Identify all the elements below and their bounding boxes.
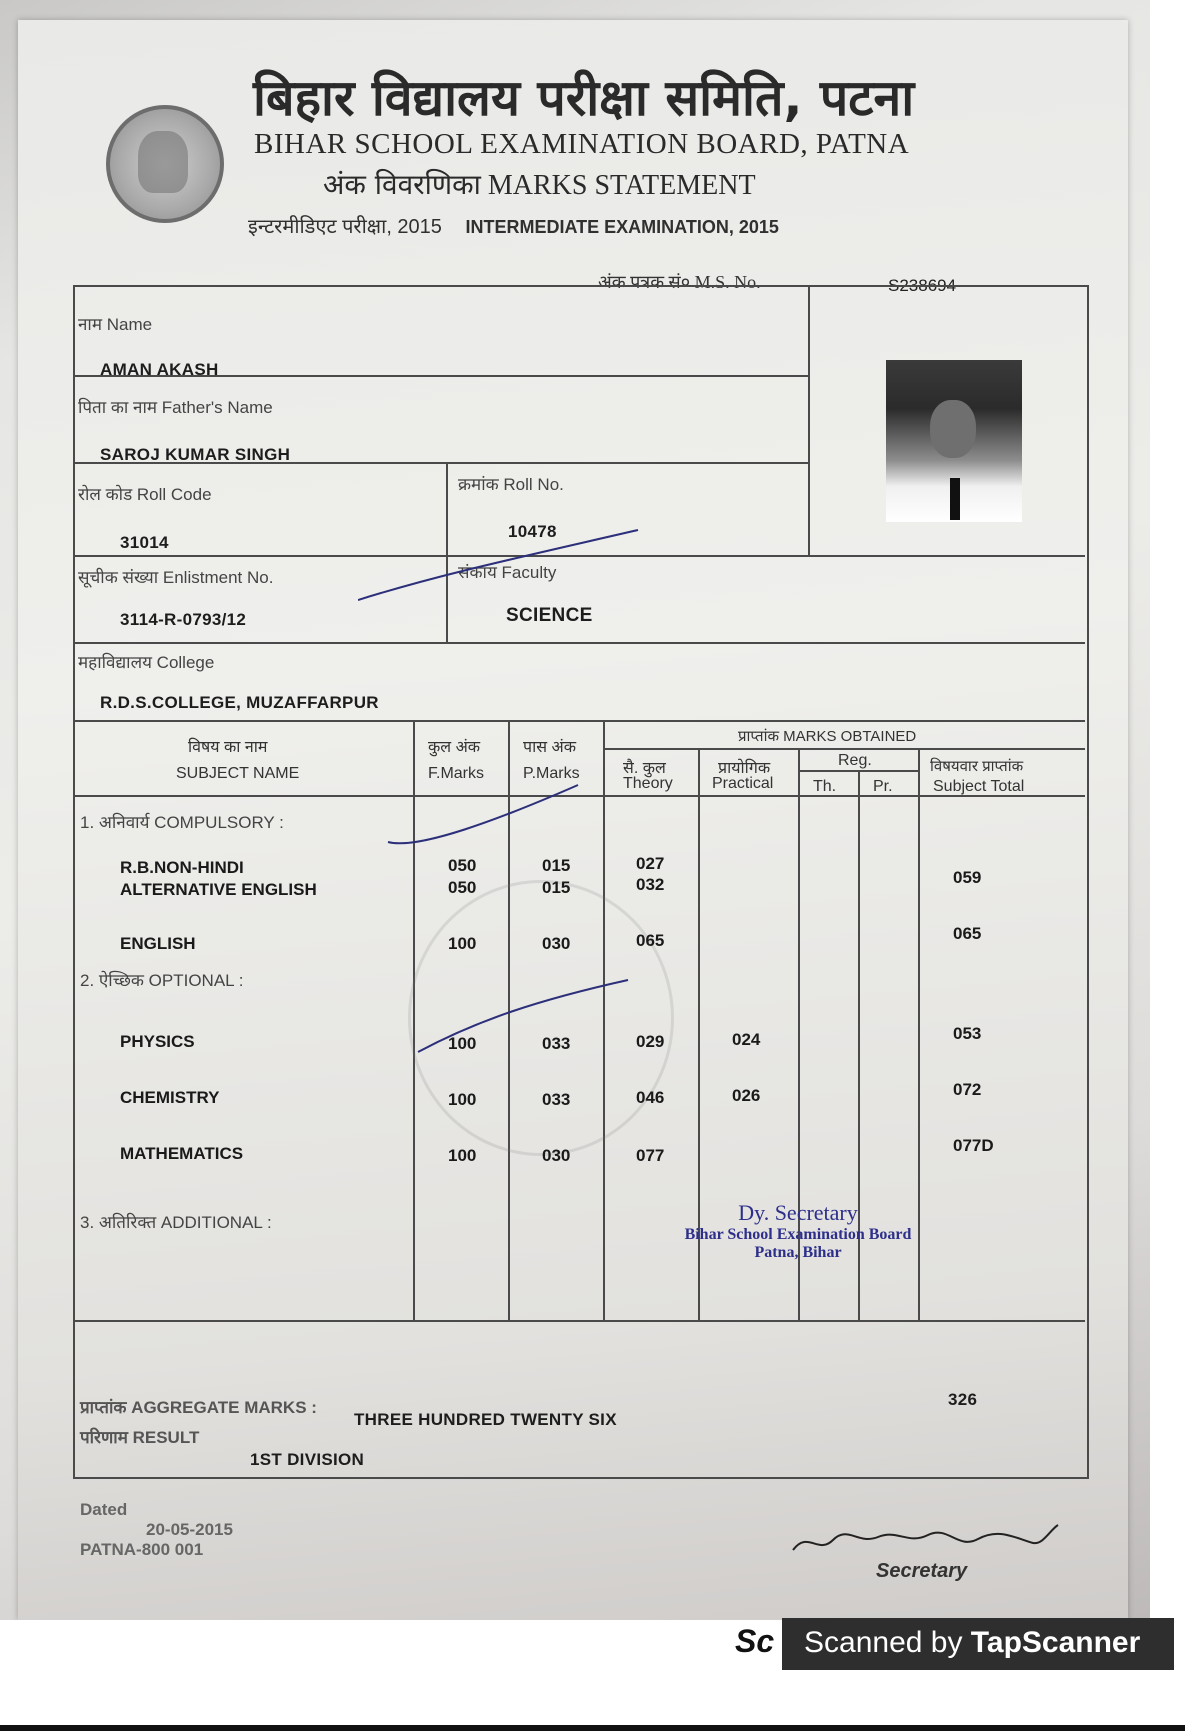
reg-th-header: Th. xyxy=(813,778,837,795)
section-compulsory: 1. अनिवार्य COMPULSORY : xyxy=(80,813,284,832)
section-optional: 2. ऐच्छिक OPTIONAL : xyxy=(80,971,244,990)
stamp-line-3: Patna, Bihar xyxy=(754,1244,842,1261)
subtitle-hindi: अंक विवरणिका xyxy=(323,168,481,201)
fmarks-value: 050 xyxy=(448,878,477,897)
subject-name: PHYSICS xyxy=(120,1032,195,1051)
faculty-value: SCIENCE xyxy=(506,605,593,626)
ms-no-value: S238694 xyxy=(888,276,957,295)
student-photo xyxy=(886,360,1022,522)
scanner-prefix: Sc xyxy=(735,1623,775,1659)
pmarks-value: 030 xyxy=(542,934,571,953)
secretary-signature xyxy=(788,1515,1068,1565)
reg-pr-header: Pr. xyxy=(873,778,893,795)
father-value: SAROJ KUMAR SINGH xyxy=(100,445,291,464)
subject-total-value: 053 xyxy=(953,1024,982,1043)
subject-header-hindi: विषय का नाम xyxy=(188,739,268,756)
faculty-label: संकाय Faculty xyxy=(458,563,557,582)
name-label: नाम Name xyxy=(78,315,153,334)
pmarks-header-hindi: पास अंक xyxy=(523,739,577,756)
reg-header-line xyxy=(798,770,918,772)
section-additional: 3. अतिरिक्त ADDITIONAL : xyxy=(80,1213,272,1232)
father-label: पिता का नाम Father's Name xyxy=(78,398,273,417)
practical-value: 026 xyxy=(732,1086,761,1105)
pen-marks xyxy=(358,520,678,1080)
theory-header-hindi: सै. कुल xyxy=(623,760,666,777)
subject-name: CHEMISTRY xyxy=(120,1088,220,1107)
roll-no-label: क्रमांक Roll No. xyxy=(458,475,564,494)
theory-value: 029 xyxy=(636,1032,665,1051)
practical-header-hindi: प्रायोगिक xyxy=(718,760,771,777)
marks-statement-sheet xyxy=(18,20,1128,1620)
theory-value: 032 xyxy=(636,875,665,894)
table-body-bottom xyxy=(73,1320,1085,1322)
stamp-line-2: Bihar School Examination Board xyxy=(684,1226,912,1243)
col-line-total xyxy=(918,748,920,1320)
photo-face xyxy=(930,400,976,458)
reg-header: Reg. xyxy=(838,752,872,769)
theory-value: 077 xyxy=(636,1146,665,1165)
subject-name: MATHEMATICS xyxy=(120,1144,244,1163)
pmarks-header: P.Marks xyxy=(523,765,580,782)
dated-label: Dated xyxy=(80,1500,128,1519)
board-title-hindi: बिहार विद्यालय परीक्षा समिति, पटना xyxy=(253,69,915,127)
pmarks-value: 030 xyxy=(542,1146,571,1165)
scanner-banner xyxy=(782,1618,1174,1670)
bottom-edge xyxy=(0,1725,1185,1731)
scanner-brand: TapScanner xyxy=(970,1626,1141,1659)
photo-tie xyxy=(950,478,960,520)
college-value: R.D.S.COLLEGE, MUZAFFARPUR xyxy=(100,693,379,712)
exam-line xyxy=(248,212,779,239)
subject-header: SUBJECT NAME xyxy=(176,765,300,782)
subject-total-header: Subject Total xyxy=(933,778,1025,795)
practical-header: Practical xyxy=(712,775,774,792)
place-value: PATNA-800 001 xyxy=(80,1540,204,1559)
subject-name: R.B.NON-HINDI xyxy=(120,858,244,877)
roll-no-value: 10478 xyxy=(508,522,557,541)
dated-value: 20-05-2015 xyxy=(146,1520,233,1539)
roll-code-label: रोल कोड Roll Code xyxy=(78,485,212,504)
document-subtitle xyxy=(323,165,756,203)
subtitle-english: MARKS STATEMENT xyxy=(487,170,756,201)
exam-english: INTERMEDIATE EXAMINATION, 2015 xyxy=(465,217,779,237)
subject-total-header-hindi: विषयवार प्राप्तांक xyxy=(930,758,1024,775)
theory-header: Theory xyxy=(623,775,673,792)
secretary-title: Secretary xyxy=(876,1560,968,1582)
subject-total-value: 077D xyxy=(953,1136,994,1155)
name-value: AMAN AKASH xyxy=(100,360,219,379)
pmarks-value: 033 xyxy=(542,1034,571,1053)
scanner-text: Scanned by xyxy=(804,1626,963,1659)
subject-name: ALTERNATIVE ENGLISH xyxy=(120,880,317,899)
fmarks-value: 100 xyxy=(448,1034,477,1053)
aggregate-label: प्राप्तांक AGGREGATE MARKS : xyxy=(80,1398,317,1417)
fmarks-header: F.Marks xyxy=(428,765,484,782)
marks-obtained-header: प्राप्तांक MARKS OBTAINED xyxy=(738,728,917,745)
dy-secretary-stamp xyxy=(678,1200,918,1262)
theory-value: 027 xyxy=(636,854,665,873)
pmarks-value: 033 xyxy=(542,1090,571,1109)
exam-hindi: इन्टरमीडिएट परीक्षा, 2015 xyxy=(248,216,442,238)
enlistment-label: सूचीक संख्या Enlistment No. xyxy=(78,568,274,587)
aggregate-words: THREE HUNDRED TWENTY SIX xyxy=(354,1410,617,1429)
photo-divider xyxy=(808,285,810,555)
theory-value: 065 xyxy=(636,931,665,950)
college-label: महाविद्यालय College xyxy=(78,653,215,672)
fmarks-header-hindi: कुल अंक xyxy=(428,739,481,756)
practical-value: 024 xyxy=(732,1030,761,1049)
fmarks-value: 100 xyxy=(448,1146,477,1165)
roll-code-value: 31014 xyxy=(120,533,169,552)
enlistment-value: 3114-R-0793/12 xyxy=(120,610,247,629)
board-seal-logo xyxy=(106,105,224,223)
result-value: 1ST DIVISION xyxy=(250,1450,365,1469)
aggregate-value: 326 xyxy=(948,1390,978,1409)
fmarks-value: 100 xyxy=(448,934,477,953)
board-title-english: BIHAR SCHOOL EXAMINATION BOARD, PATNA xyxy=(254,128,910,160)
theory-value: 046 xyxy=(636,1088,665,1107)
fmarks-value: 050 xyxy=(448,856,477,875)
subject-total-value: 065 xyxy=(953,924,982,943)
stamp-line-1: Dy. Secretary xyxy=(738,1200,858,1225)
subject-total-value: 059 xyxy=(953,868,982,887)
scanner-label xyxy=(804,1626,1140,1660)
pmarks-value: 015 xyxy=(542,856,571,875)
subject-total-value: 072 xyxy=(953,1080,982,1099)
pmarks-value: 015 xyxy=(542,878,571,897)
subject-name: ENGLISH xyxy=(120,934,196,953)
result-label: परिणाम RESULT xyxy=(80,1428,200,1447)
ms-no-label: अंक पत्रक सं० M.S. No. xyxy=(598,272,761,292)
fmarks-value: 100 xyxy=(448,1090,477,1109)
